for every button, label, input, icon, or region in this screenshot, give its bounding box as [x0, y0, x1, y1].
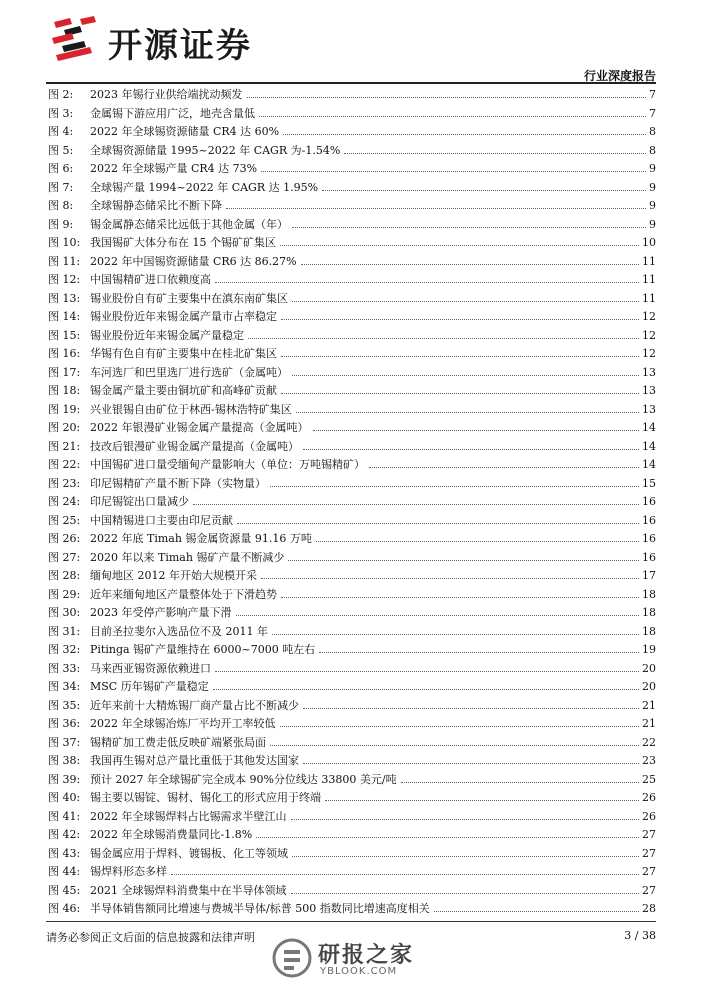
- figure-title: 锡焊料形态多样: [90, 865, 167, 878]
- figure-title: 华锡有色自有矿主要集中在桂北矿集区: [90, 347, 277, 360]
- disclaimer-text: 请务必参阅正文后面的信息披露和法律声明: [46, 931, 255, 944]
- figure-title: MSC 历年锡矿产量稳定: [90, 680, 209, 693]
- figure-title: 锡业股份自有矿主要集中在滇东南矿集区: [90, 291, 288, 305]
- page-number: 7: [649, 106, 656, 120]
- figure-label: 图 20:: [48, 421, 81, 434]
- dot-leader: [280, 726, 640, 727]
- dot-leader: [261, 578, 639, 579]
- page-counter: 3 / 38: [624, 929, 656, 942]
- dot-leader: [303, 763, 639, 764]
- figure-label: 图 37:: [48, 735, 81, 749]
- figure-label: 图 18:: [48, 384, 81, 397]
- figure-title: 金属锡下游应用广泛，地壳含量低: [90, 106, 255, 120]
- figure-label: 图 24:: [48, 495, 81, 508]
- logo-mark-icon: [50, 16, 104, 64]
- figure-label: 图 6:: [48, 162, 74, 175]
- page-number: 14: [642, 421, 656, 434]
- toc-entry[interactable]: [46, 752, 656, 771]
- figure-label: 图 38:: [48, 754, 81, 767]
- figure-title: 预计 2027 年全球锡矿完全成本 90%分位线达 33800 美元/吨: [90, 772, 397, 786]
- figure-label: 图 15:: [48, 328, 81, 342]
- figure-label: 图 13:: [48, 291, 81, 305]
- figure-title: 2022 年全球锡焊料占比锡需求半壁江山: [90, 809, 287, 823]
- figure-label: 图 5:: [48, 143, 74, 157]
- figure-label: 图 40:: [48, 791, 81, 804]
- logo-text: 开源证券: [108, 26, 252, 66]
- figure-title: 2021 全球锡焊料消费集中在半导体领域: [90, 883, 287, 897]
- figure-title: 2022 年全球锡消费量同比-1.8%: [90, 828, 253, 841]
- figure-label: 图 33:: [48, 661, 81, 675]
- page-number: 9: [649, 180, 656, 194]
- figure-label: 图 28:: [48, 569, 81, 582]
- figure-title: 技改后银漫矿业锡金属产量提高（金属吨）: [90, 439, 299, 453]
- page-number: 20: [642, 661, 656, 675]
- figure-title: 2022 年全球锡产量 CR4 达 73%: [90, 162, 258, 175]
- watermark-text: 研报之家: [318, 943, 415, 968]
- figure-label: 图 9:: [48, 217, 74, 231]
- toc-entry[interactable]: [46, 900, 656, 919]
- toc-entry[interactable]: [46, 789, 656, 808]
- dot-leader: [316, 541, 639, 542]
- dot-leader: [292, 375, 639, 376]
- dot-leader: [215, 282, 639, 283]
- page-number: 12: [642, 328, 656, 342]
- dot-leader: [313, 430, 640, 431]
- page-number: 11: [642, 291, 656, 305]
- toc-entry[interactable]: [46, 105, 656, 124]
- figure-label: 图 8:: [48, 199, 74, 212]
- toc-entry[interactable]: [46, 179, 656, 198]
- figure-title: 2022 年银漫矿业锡金属产量提高（金属吨）: [90, 421, 309, 434]
- dot-leader: [261, 171, 646, 172]
- toc-entry[interactable]: [46, 308, 656, 327]
- figure-label: 图 22:: [48, 458, 81, 471]
- figure-title: 我国再生锡对总产量比重低于其他发达国家: [90, 754, 299, 767]
- dot-leader: [171, 874, 639, 875]
- toc-entry[interactable]: [46, 845, 656, 864]
- page-number: 15: [642, 476, 656, 490]
- dot-leader: [281, 393, 639, 394]
- figure-label: 图 12:: [48, 273, 81, 286]
- figure-label: 图 46:: [48, 902, 81, 915]
- toc-entry[interactable]: [46, 826, 656, 845]
- dot-leader: [280, 245, 639, 246]
- dot-leader: [256, 837, 639, 838]
- figure-title: 印尼锡锭出口量减少: [90, 495, 189, 508]
- figure-title: 锡主要以锡锭、锡材、锡化工的形式应用于终端: [90, 791, 321, 804]
- toc-entry[interactable]: [46, 123, 656, 142]
- figure-label: 图 43:: [48, 846, 81, 860]
- dot-leader: [292, 856, 639, 857]
- dot-leader: [281, 319, 639, 320]
- figure-label: 图 23:: [48, 476, 81, 490]
- page-number: 27: [642, 828, 656, 841]
- toc-entry[interactable]: [46, 641, 656, 660]
- toc-entry[interactable]: [46, 493, 656, 512]
- page-number: 14: [642, 458, 656, 471]
- figure-label: 图 14:: [48, 310, 81, 323]
- page-number: 21: [642, 717, 656, 730]
- toc-entry[interactable]: [46, 345, 656, 364]
- dot-leader: [259, 116, 646, 117]
- figure-label: 图 27:: [48, 550, 81, 564]
- figure-label: 图 19:: [48, 402, 81, 416]
- toc-entry[interactable]: [46, 271, 656, 290]
- figure-label: 图 31:: [48, 624, 81, 638]
- page-number: 16: [642, 513, 656, 527]
- page-number: 13: [642, 365, 656, 379]
- figure-label: 图 16:: [48, 347, 81, 360]
- figure-index-list: [46, 86, 656, 919]
- page-number: 28: [642, 902, 656, 915]
- page-number: 18: [642, 587, 656, 601]
- page-number: 11: [642, 273, 656, 286]
- dot-leader: [401, 782, 639, 783]
- dot-leader: [226, 208, 646, 209]
- page-number: 9: [649, 162, 656, 175]
- figure-title: 2023 年锡行业供给端扰动频发: [90, 88, 243, 101]
- page-number: 7: [649, 88, 656, 101]
- toc-entry[interactable]: [46, 697, 656, 716]
- figure-title: 2022 年全球锡资源储量 CR4 达 60%: [90, 125, 280, 138]
- figure-title: 近年来前十大精炼锡厂商产量占比不断减少: [90, 698, 299, 712]
- toc-entry[interactable]: [46, 530, 656, 549]
- figure-title: 全球锡静态储采比不断下降: [90, 199, 222, 212]
- dot-leader: [213, 689, 639, 690]
- dot-leader: [291, 893, 640, 894]
- figure-title: Pitinga 锡矿产量维持在 6000~7000 吨左右: [90, 643, 316, 656]
- page-number: 12: [642, 310, 656, 323]
- figure-label: 图 36:: [48, 717, 81, 730]
- toc-entry[interactable]: [46, 290, 656, 309]
- figure-title: 2022 年中国锡资源储量 CR6 达 86.27%: [90, 254, 297, 268]
- figure-title: 锡金属静态储采比远低于其他金属（年）: [90, 217, 288, 231]
- figure-title: 2022 年全球锡冶炼厂平均开工率较低: [90, 717, 276, 730]
- figure-label: 图 42:: [48, 828, 81, 841]
- dot-leader: [325, 800, 639, 801]
- dot-leader: [236, 615, 640, 616]
- header-divider: [46, 82, 656, 84]
- figure-title: 我国锡矿大体分布在 15 个锡矿矿集区: [90, 236, 276, 249]
- figure-title: 近年来缅甸地区产量整体处于下滑趋势: [90, 587, 277, 601]
- figure-title: 锡精矿加工费走低反映矿端紧张局面: [90, 735, 266, 749]
- brand-logo: [50, 16, 290, 66]
- figure-title: 中国精锡进口主要由印尼贡献: [90, 513, 233, 527]
- figure-title: 中国锡精矿进口依赖度高: [90, 273, 211, 286]
- figure-label: 图 4:: [48, 125, 74, 138]
- figure-label: 图 21:: [48, 439, 81, 453]
- page-number: 11: [642, 254, 656, 268]
- figure-title: 马来西亚锡资源依赖进口: [90, 661, 211, 675]
- dot-leader: [281, 356, 639, 357]
- figure-title: 兴业银锡自由矿位于林西-锡林浩特矿集区: [90, 402, 292, 416]
- figure-label: 图 11:: [48, 254, 81, 268]
- figure-label: 图 17:: [48, 365, 81, 379]
- figure-title: 印尼锡精矿产量不断下降（实物量）: [90, 476, 266, 490]
- footer-divider: [46, 921, 656, 922]
- toc-entry[interactable]: [46, 863, 656, 882]
- figure-label: 图 10:: [48, 236, 81, 249]
- toc-entry[interactable]: [46, 327, 656, 346]
- page-number: 18: [642, 624, 656, 638]
- figure-label: 图 29:: [48, 587, 81, 601]
- dot-leader: [303, 708, 639, 709]
- page-number: 8: [649, 143, 656, 157]
- page-number: 9: [649, 217, 656, 231]
- figure-label: 图 35:: [48, 698, 81, 712]
- page-number: 21: [642, 698, 656, 712]
- figure-title: 2020 年以来 Timah 锡矿产量不断减少: [90, 550, 285, 564]
- toc-entry[interactable]: [46, 882, 656, 901]
- page-number: 20: [642, 680, 656, 693]
- dot-leader: [283, 134, 646, 135]
- page-number: 13: [642, 402, 656, 416]
- dot-leader: [322, 190, 646, 191]
- page-number: 26: [642, 809, 656, 823]
- figure-title: 目前圣拉斐尔入选品位不及 2011 年: [90, 624, 268, 638]
- figure-title: 2023 年受停产影响产量下滑: [90, 606, 232, 619]
- toc-entry[interactable]: [46, 734, 656, 753]
- toc-entry[interactable]: [46, 456, 656, 475]
- page-number: 16: [642, 550, 656, 564]
- toc-entry[interactable]: [46, 86, 656, 105]
- toc-entry[interactable]: [46, 160, 656, 179]
- page-number: 9: [649, 199, 656, 212]
- dot-leader: [344, 153, 646, 154]
- page-number: 26: [642, 791, 656, 804]
- figure-label: 图 26:: [48, 532, 81, 545]
- toc-entry[interactable]: [46, 142, 656, 161]
- page-number: 27: [642, 883, 656, 897]
- toc-entry[interactable]: [46, 549, 656, 568]
- dot-leader: [434, 911, 639, 912]
- dot-leader: [281, 597, 639, 598]
- dot-leader: [319, 652, 639, 653]
- dot-leader: [270, 745, 639, 746]
- page-number: 16: [642, 495, 656, 508]
- page-number: 17: [642, 569, 656, 582]
- toc-entry[interactable]: [46, 475, 656, 494]
- dot-leader: [291, 819, 640, 820]
- toc-entry[interactable]: [46, 678, 656, 697]
- page-number: 27: [642, 846, 656, 860]
- page-number: 14: [642, 439, 656, 453]
- toc-entry[interactable]: [46, 808, 656, 827]
- figure-title: 锡金属产量主要由铜坑矿和高峰矿贡献: [90, 384, 277, 397]
- dot-leader: [215, 671, 639, 672]
- dot-leader: [369, 467, 639, 468]
- report-type-label: 行业深度报告: [583, 69, 656, 83]
- dot-leader: [296, 412, 639, 413]
- figure-label: 图 32:: [48, 643, 81, 656]
- figure-label: 图 44:: [48, 865, 81, 878]
- page-number: 19: [642, 643, 656, 656]
- figure-title: 中国锡矿进口量受缅甸产量影响大（单位：万吨锡精矿）: [90, 458, 365, 471]
- page-number: 16: [642, 532, 656, 545]
- toc-entry[interactable]: [46, 382, 656, 401]
- figure-title: 锡金属应用于焊料、镀锡板、化工等领域: [90, 846, 288, 860]
- dot-leader: [237, 523, 639, 524]
- dot-leader: [193, 504, 639, 505]
- page-number: 12: [642, 347, 656, 360]
- dot-leader: [247, 97, 647, 98]
- toc-entry[interactable]: [46, 660, 656, 679]
- toc-entry[interactable]: [46, 364, 656, 383]
- toc-entry[interactable]: [46, 567, 656, 586]
- figure-title: 半导体销售额同比增速与费城半导体/标普 500 指数同比增速高度相关: [90, 902, 430, 915]
- figure-label: 图 39:: [48, 772, 81, 786]
- toc-entry[interactable]: [46, 438, 656, 457]
- page-number: 25: [642, 772, 656, 786]
- page-number: 23: [642, 754, 656, 767]
- toc-entry[interactable]: [46, 623, 656, 642]
- page-number: 10: [642, 236, 656, 249]
- page-number: 13: [642, 384, 656, 397]
- page-number: 8: [649, 125, 656, 138]
- figure-title: 缅甸地区 2012 年开始大规模开采: [90, 569, 257, 582]
- toc-entry[interactable]: [46, 216, 656, 235]
- toc-entry[interactable]: [46, 512, 656, 531]
- figure-label: 图 7:: [48, 180, 74, 194]
- figure-title: 锡业股份近年来锡金属产量市占率稳定: [90, 310, 277, 323]
- toc-entry[interactable]: [46, 771, 656, 790]
- dot-leader: [248, 338, 639, 339]
- figure-title: 2022 年底 Timah 锡金属资源量 91.16 万吨: [90, 532, 312, 545]
- toc-entry[interactable]: [46, 604, 656, 623]
- figure-label: 图 41:: [48, 809, 81, 823]
- figure-title: 锡业股份近年来锡金属产量稳定: [90, 328, 244, 342]
- figure-title: 全球锡产量 1994~2022 年 CAGR 达 1.95%: [90, 180, 319, 194]
- toc-entry[interactable]: [46, 419, 656, 438]
- toc-entry[interactable]: [46, 715, 656, 734]
- page-number: 27: [642, 865, 656, 878]
- toc-entry[interactable]: [46, 253, 656, 272]
- page-header: [0, 0, 702, 90]
- dot-leader: [292, 301, 639, 302]
- page-number: 18: [642, 606, 656, 619]
- figure-title: 全球锡资源储量 1995~2022 年 CAGR 为-1.54%: [90, 143, 341, 157]
- dot-leader: [272, 634, 639, 635]
- watermark-url: YBLOOK.COM: [320, 966, 398, 977]
- figure-title: 车河选厂和巴里选厂进行选矿（金属吨）: [90, 365, 288, 379]
- figure-label: 图 45:: [48, 883, 81, 897]
- watermark: [272, 936, 472, 984]
- dot-leader: [288, 560, 639, 561]
- page-number: 22: [642, 735, 656, 749]
- toc-entry[interactable]: [46, 234, 656, 253]
- figure-label: 图 2:: [48, 88, 74, 101]
- dot-leader: [303, 449, 639, 450]
- figure-label: 图 30:: [48, 606, 81, 619]
- figure-label: 图 34:: [48, 680, 81, 693]
- watermark-logo-icon: [272, 936, 312, 980]
- toc-entry[interactable]: [46, 586, 656, 605]
- figure-label: 图 25:: [48, 513, 81, 527]
- figure-label: 图 3:: [48, 106, 74, 120]
- toc-entry[interactable]: [46, 197, 656, 216]
- dot-leader: [270, 486, 639, 487]
- dot-leader: [292, 227, 646, 228]
- toc-entry[interactable]: [46, 401, 656, 420]
- dot-leader: [301, 264, 639, 265]
